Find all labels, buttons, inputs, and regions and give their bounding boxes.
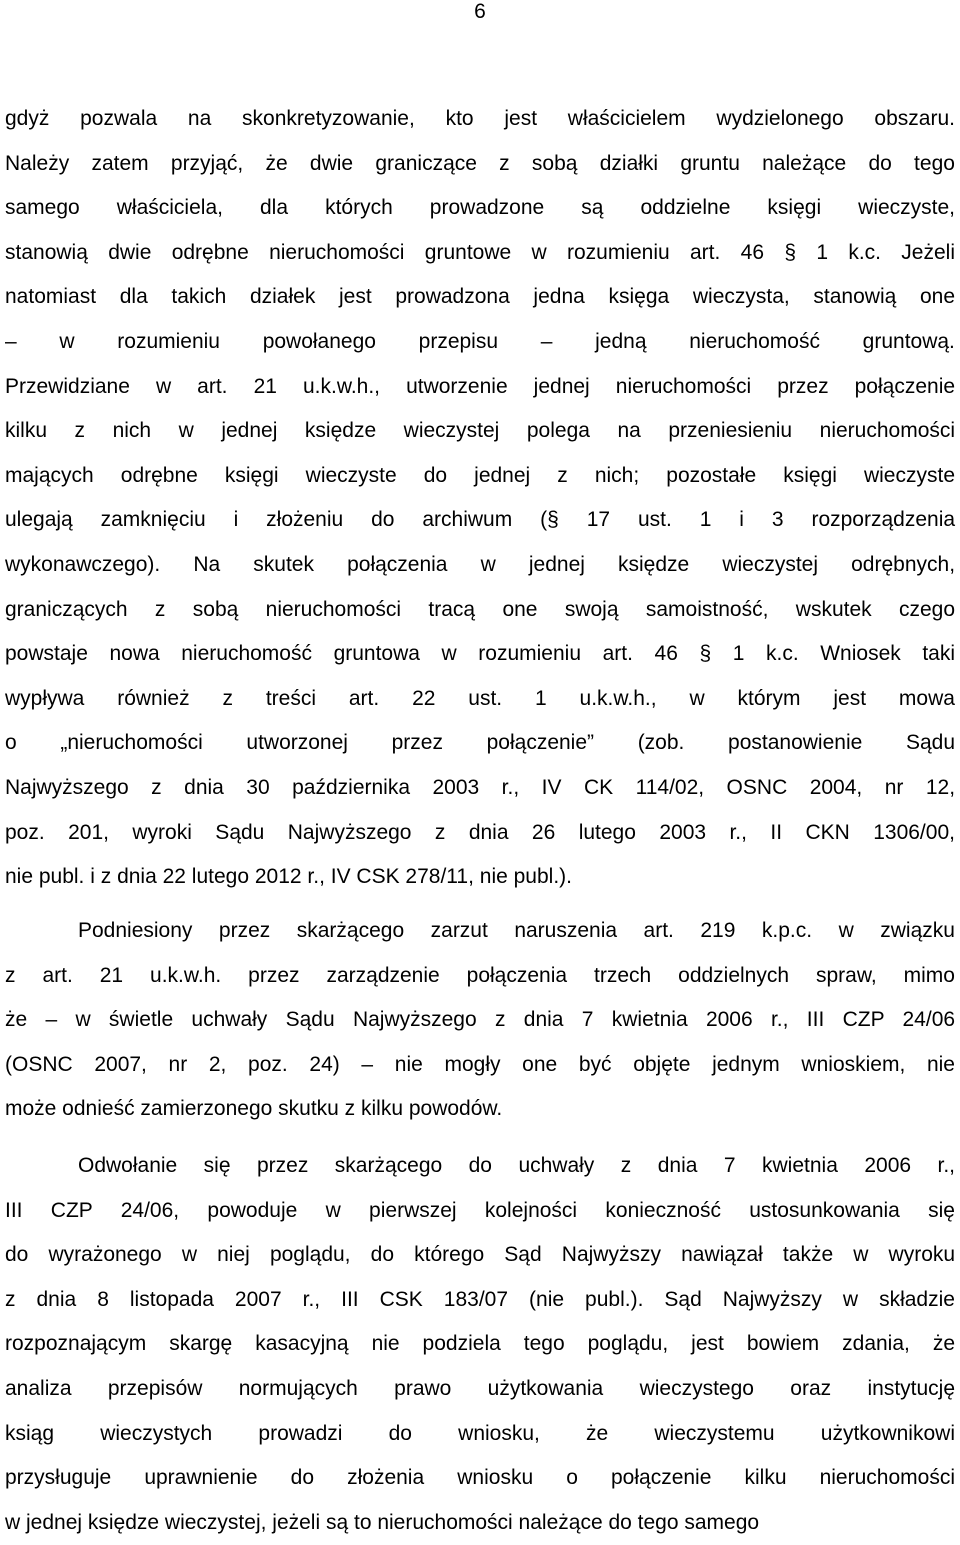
paragraph-3 — [5, 1144, 955, 1545]
text-word: również — [117, 686, 190, 710]
text-word: przez — [391, 731, 443, 755]
text-word: utworzonej — [246, 731, 348, 755]
text-word: 22 — [412, 686, 436, 710]
text-line: że – w świetle uchwały Sądu Najwyższego z dnia 7 kwietnia 2006 r., III CZP 24/06 — [5, 1008, 956, 1032]
text-line — [5, 1412, 955, 1457]
text-line: rozpoznającym skargę kasacyjną nie podziela tego poglądu, jest bowiem zdania, że — [5, 1332, 956, 1356]
text-word: u.k.w.h., — [579, 686, 657, 710]
text-word: o — [5, 731, 17, 755]
text-line: z dnia 8 listopada 2007 r., III CSK 183/07 (nie publ.). Sąd Najwyższy w składzie — [5, 1287, 955, 1311]
text-word: nieruchomość — [689, 329, 820, 353]
text-word: że — [586, 1421, 609, 1445]
text-line: kilku z nich w jednej księdze wieczystej polega na przeniesieniu nieruchomości — [5, 419, 956, 443]
text-line: (OSNC 2007, nr 2, poz. 24) – nie mogły one być objęte jednym wnioskiem, nie — [5, 1052, 955, 1076]
text-word: prowadzi — [258, 1421, 343, 1445]
text-line: z art. 21 u.k.w.h. przez zarządzenie połączenia trzech oddzielnych spraw, mimo — [5, 963, 955, 987]
text-word: art. — [348, 686, 380, 710]
text-line: wykonawczego). Na skutek połączenia w jednej księdze wieczystej odrębnych, — [5, 552, 956, 576]
text-word: Sądu — [905, 731, 955, 755]
text-word: powołanego — [262, 329, 376, 353]
text-word: – — [540, 329, 553, 353]
text-line: analiza przepisów normujących prawo użytkowania wieczystego oraz instytucję — [5, 1376, 956, 1400]
text-word: do — [388, 1421, 412, 1445]
text-line: może odnieść zamierzonego skutku z kilku powodów. — [5, 1097, 503, 1121]
text-word: z — [222, 686, 233, 710]
text-word: wieczystemu — [654, 1421, 775, 1445]
text-line: gdyż pozwala na skonkretyzowanie, kto jest właścicielem wydzielonego obszaru. — [5, 107, 955, 130]
text-line: Należy zatem przyjąć, że dwie graniczące z sobą działki gruntu należące do tego — [5, 151, 955, 175]
text-line — [5, 320, 955, 365]
text-line: poz. 201, wyroki Sądu Najwyższego z dnia 26 lutego 2003 r., II CKN 1306/00, — [5, 820, 955, 844]
text-word: ust. — [468, 686, 503, 710]
text-word: użytkownikowi — [820, 1421, 955, 1445]
text-line: samego właściciela, dla których prowadzone są oddzielne księgi wieczyste, — [5, 196, 956, 220]
text-line — [5, 721, 955, 766]
text-line: stanowią dwie odrębne nieruchomości gruntowe w rozumieniu art. 46 § 1 k.c. Jeżeli — [5, 240, 955, 264]
paragraph-2 — [5, 909, 955, 1132]
text-line: Przewidziane w art. 21 u.k.w.h., utworzenie jednej nieruchomości przez połączenie — [5, 374, 956, 398]
text-word: przepisu — [418, 329, 499, 353]
text-word: treści — [265, 686, 316, 710]
text-line: Najwyższego z dnia 30 października 2003 r., IV CK 114/02, OSNC 2004, nr 12, — [5, 775, 956, 799]
text-word: jest — [833, 686, 867, 710]
text-line: w jednej księdze wieczystej, jeżeli są to nieruchomości należące do tego samego — [5, 1510, 760, 1534]
text-word: (zob. — [637, 731, 685, 755]
text-word: postanowienie — [728, 731, 863, 755]
text-line: nie publ. i z dnia 22 lutego 2012 r., IV CSK 278/11, nie publ.). — [5, 865, 572, 889]
text-word: gruntową. — [862, 329, 955, 353]
text-line: natomiast dla takich działek jest prowadzona jedna księga wieczysta, stanowią one — [5, 285, 955, 309]
text-word: wypływa — [5, 686, 85, 710]
text-line: do wyrażonego w niej poglądu, do którego Sąd Najwyższy nawiązał także w wyroku — [5, 1243, 956, 1267]
text-word: wniosku, — [458, 1421, 540, 1445]
text-word: połączenie” — [486, 731, 595, 755]
text-word: w — [689, 686, 705, 710]
text-word: wieczystych — [100, 1421, 213, 1445]
text-line: powstaje nowa nieruchomość gruntowa w rozumieniu art. 46 § 1 k.c. Wniosek taki — [5, 642, 956, 666]
text-word: 1 — [535, 686, 547, 710]
text-line: graniczących z sobą nieruchomości tracą one swoją samoistność, wskutek czego — [5, 597, 956, 621]
text-word: w — [59, 329, 75, 353]
text-word: mowa — [898, 686, 955, 710]
text-word: jedną — [595, 329, 647, 353]
text-word: którym — [737, 686, 801, 710]
text-word: rozumieniu — [117, 329, 220, 353]
text-word: – — [5, 329, 17, 353]
text-line: mających odrębne księgi wieczyste do jednej z nich; pozostałe księgi wieczyste — [5, 463, 955, 487]
text-line: Odwołanie się przez skarżącego do uchwały z dnia 7 kwietnia 2006 r., — [78, 1154, 956, 1177]
text-line: III CZP 24/06, powoduje w pierwszej kolejności konieczność ustosunkowania się — [5, 1198, 955, 1222]
page-number: 6 — [474, 0, 486, 23]
text-line: przysługuje uprawnienie do złożenia wniosku o połączenie kilku nieruchomości — [5, 1466, 955, 1490]
paragraph-1 — [5, 97, 955, 900]
text-line: ulegają zamknięciu i złożeniu do archiwum (§ 17 ust. 1 i 3 rozporządzenia — [5, 508, 956, 532]
text-word: ksiąg — [5, 1421, 55, 1445]
text-word: „nieruchomości — [60, 731, 203, 755]
text-line: Podniesiony przez skarżącego zarzut naruszenia art. 219 k.p.c. w związku — [78, 919, 955, 942]
text-line — [5, 677, 955, 722]
